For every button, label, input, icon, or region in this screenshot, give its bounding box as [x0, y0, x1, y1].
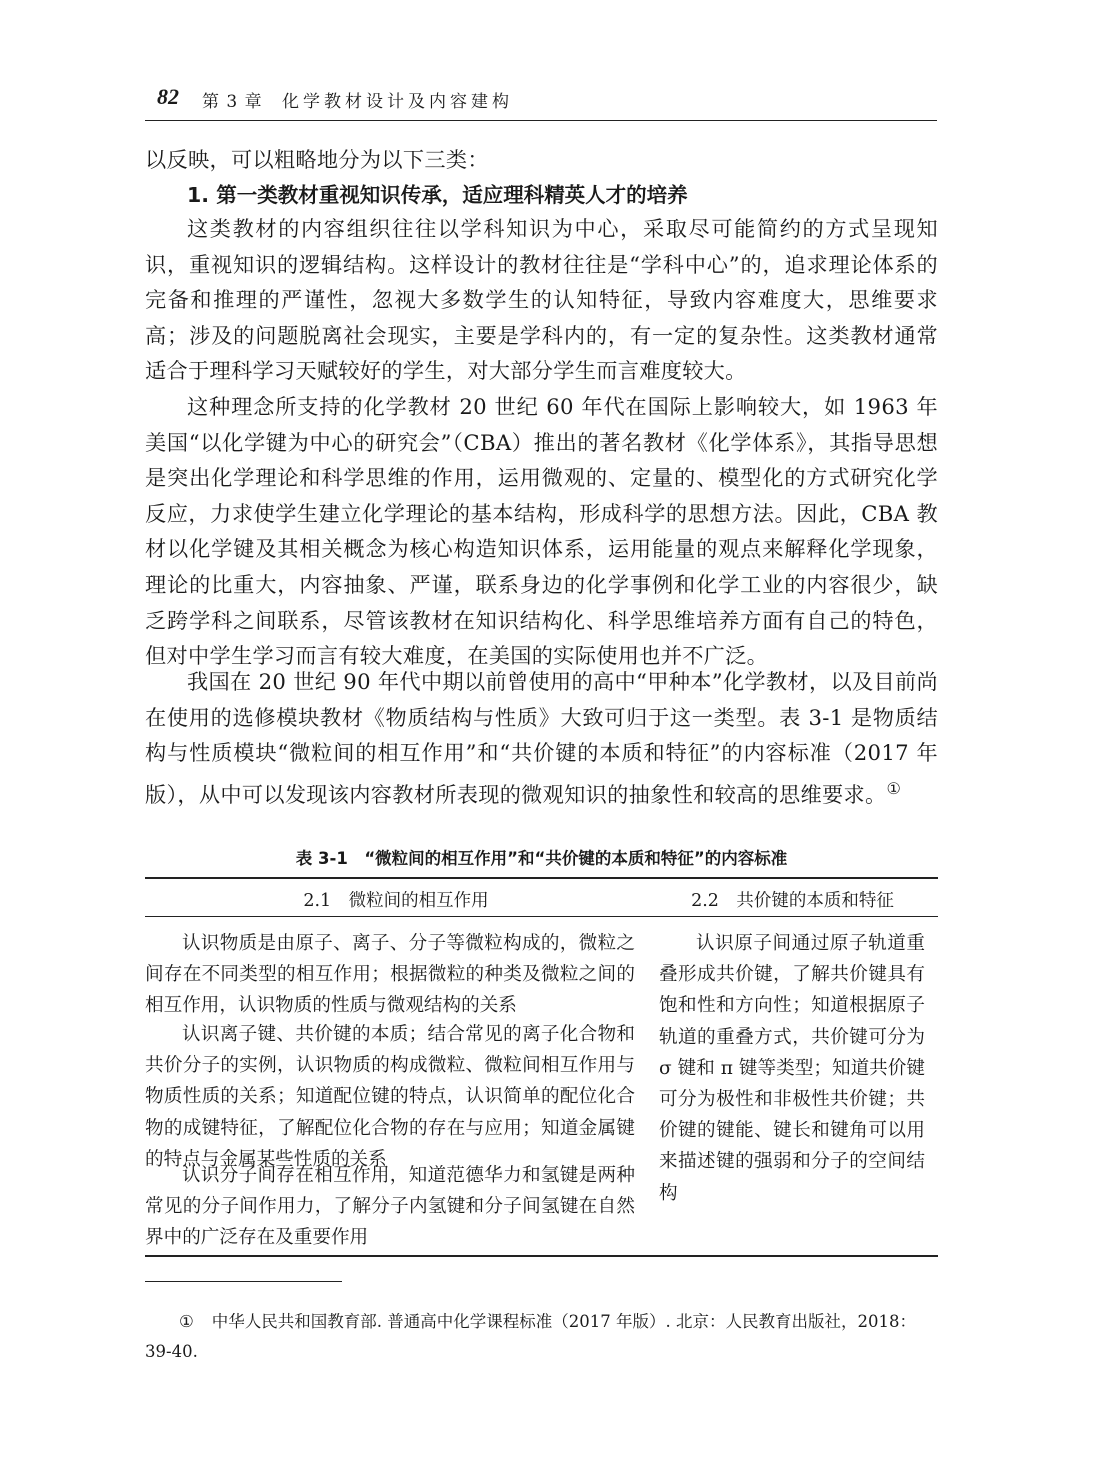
footnote — [145, 1307, 938, 1367]
table-col1-para-3: 认识分子间存在相互作用，知道范德华力和氢键是两种常见的分子间作用力，了解分子内氢键和分子间氢键在自然界中的广泛存在及重要作用 — [145, 1165, 635, 1249]
footnote-mark: ① — [179, 1312, 194, 1331]
chapter-number: 第 3 章 — [202, 92, 263, 112]
paragraph-1: 这类教材的内容组织往往以学科知识为中心，采取尽可能简约的方式呈现知识，重视知识的逻辑结构。这样设计的教材往往是“学科中心”的，追求理论体系的完备和推理的严谨性，忽视大多数学生的认知特征，导致内容难度大，思维要求高；涉及的问题脱离社会现实，主要是学科内的，有一定的复杂性。这类教材通常适合于理科学习天赋较好的学生，对大部分学生而言难度较大。 — [145, 216, 938, 384]
table-col1-header: 2.1 微粒间的相互作用 — [303, 891, 489, 911]
table-top-rule — [145, 877, 938, 879]
paragraph-3 — [145, 664, 938, 812]
table-col2-header: 2.2 共价键的本质和特征 — [691, 891, 894, 911]
table-header-rule — [145, 916, 938, 917]
table-col1-para-2: 认识离子键、共价键的本质；结合常见的离子化合物和共价分子的实例，认识物质的构成微粒、微粒间相互作用与物质性质的关系；知道配位键的特点，认识简单的配位化合物的成键特征，了解配位化合物的存在与应用；知道金属键的特点与金属某些性质的关系 — [145, 1024, 635, 1170]
footnote-reference: ① — [886, 778, 902, 798]
page-number: 82 — [157, 84, 179, 109]
footnote-text: 中华人民共和国教育部. 普通高中化学课程标准（2017 年版）. 北京：人民教育出版社，2018：39-40. — [145, 1312, 917, 1361]
paragraph-3-text: 我国在 20 世纪 90 年代中期以前曾使用的高中“甲种本”化学教材，以及目前尚在使用的选修模块教材《物质结构与性质》大致可归于这一类型。表 3-1 是物质结构与性质模块“微粒间的相互作用”和“共价键的本质和特征”的内容标准（2017 年版），从中可以发现该内容教材所表现的微观知识的抽象性和较高的思维要求。 — [145, 669, 938, 807]
table-caption: 表 3-1 “微粒间的相互作用”和“共价键的本质和特征”的内容标准 — [295, 849, 788, 868]
table-col1-para-1: 认识物质是由原子、离子、分子等微粒构成的，微粒之间存在不同类型的相互作用；根据微粒的种类及微粒之间的相互作用，认识物质的性质与微观结构的关系 — [145, 933, 635, 1017]
paragraph-intro: 以反映，可以粗略地分为以下三类： — [145, 147, 489, 172]
footnote-separator — [145, 1281, 342, 1282]
table-col2-cell: 认识原子间通过原子轨道重叠形成共价键，了解共价键具有饱和性和方向性；知道根据原子轨道的重叠方式，共价键可分为 σ 键和 π 键等类型；知道共价键可分为极性和非极性共价键；共价键的键能、键长和键角可以用来描述键的强弱和分子的空间结构 — [659, 933, 925, 1204]
table-bottom-rule — [145, 1255, 938, 1257]
chapter-title: 化学教材设计及内容建构 — [282, 92, 513, 112]
running-header — [145, 84, 937, 121]
section-heading: 1. 第一类教材重视知识传承，适应理科精英人才的培养 — [187, 183, 688, 207]
paragraph-2: 这种理念所支持的化学教材 20 世纪 60 年代在国际上影响较大，如 1963 年美国“以化学键为中心的研究会”（CBA）推出的著名教材《化学体系》，其指导思想是突出化学理论和科学思维的作用，运用微观的、定量的、模型化的方式研究化学反应，力求使学生建立化学理论的基本结构，形成科学的思想方法。因此，CBA 教材以化学键及其相关概念为核心构造知识体系，运用能量的观点来解释化学现象，理论的比重大，内容抽象、严谨，联系身边的化学事例和化学工业的内容很少，缺乏跨学科之间联系，尽管该教材在知识结构化、科学思维培养方面有自己的特色，但对中学生学习而言有较大难度，在美国的实际使用也并不广泛。 — [145, 394, 938, 669]
